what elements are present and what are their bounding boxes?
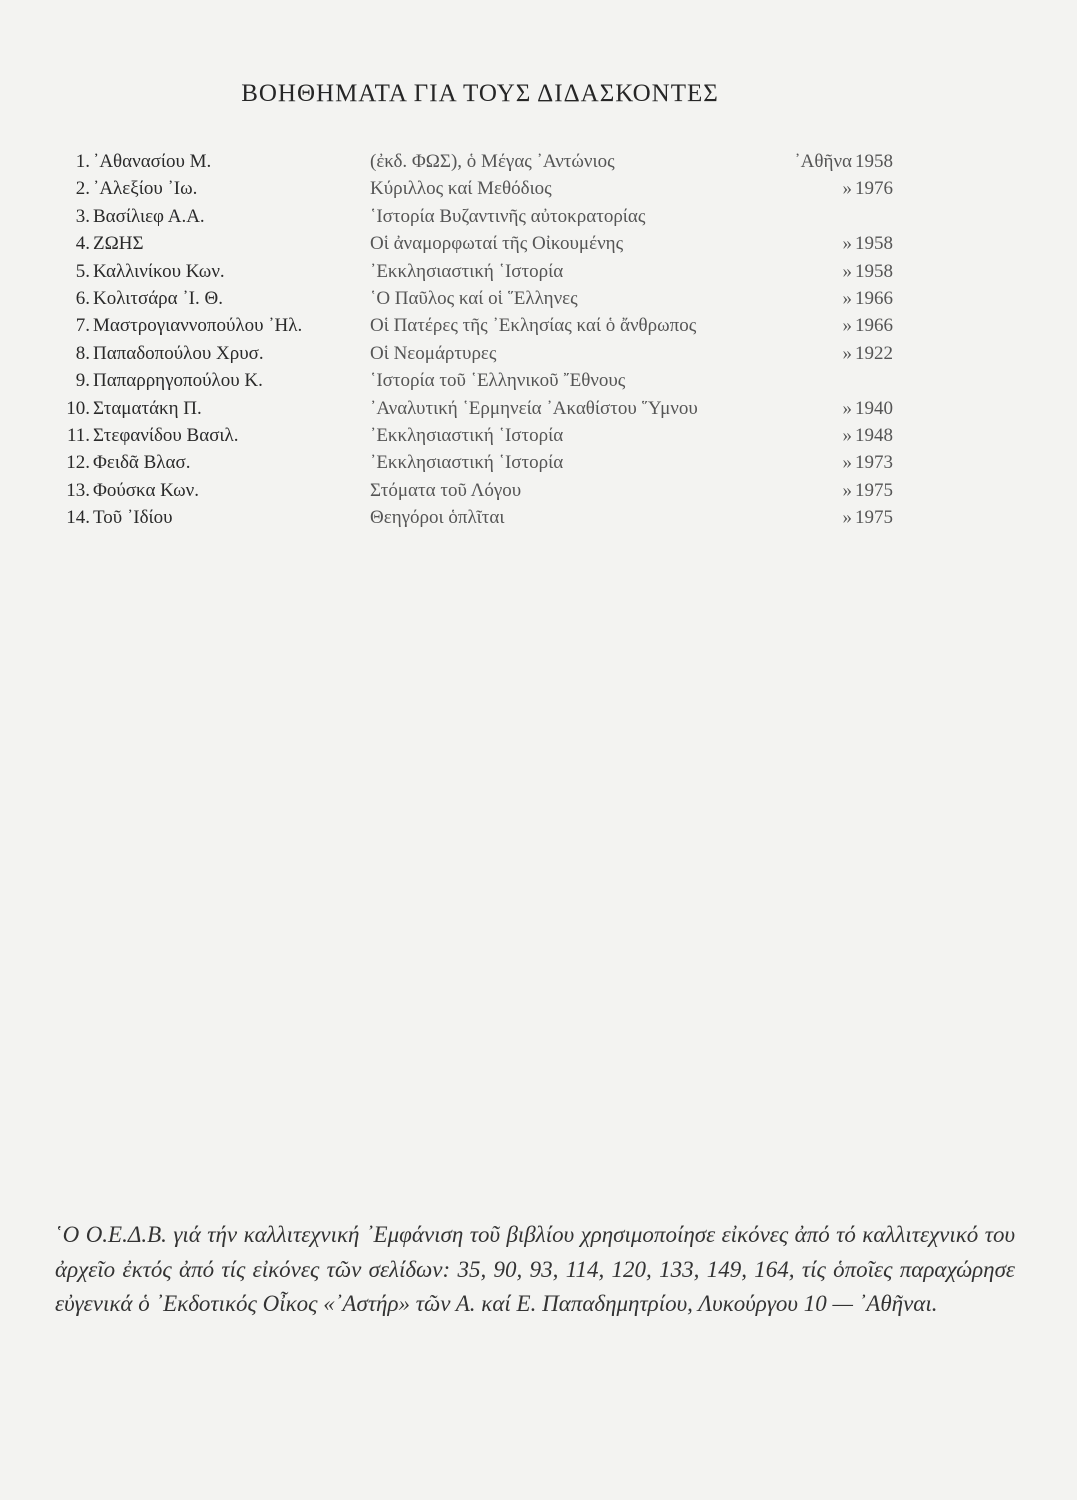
bibliography-entry bbox=[62, 422, 912, 449]
entry-year: 1966 bbox=[855, 315, 893, 337]
entry-year: 1975 bbox=[855, 479, 893, 501]
entry-number: 3. bbox=[75, 205, 90, 227]
bibliography-entry bbox=[62, 285, 912, 312]
entry-place: » bbox=[842, 342, 852, 364]
entry-author: Τοῦ ᾿Ιδίου bbox=[93, 507, 173, 529]
page-title: ΒΟΗΘΗΜΑΤΑ ΓΙΑ ΤΟΥΣ ΔΙΔΑΣΚΟΝΤΕΣ bbox=[241, 80, 719, 107]
entry-year: 1940 bbox=[855, 397, 893, 419]
bibliography-list bbox=[62, 148, 912, 531]
entry-year: 1975 bbox=[855, 507, 893, 529]
bibliography-entry bbox=[62, 258, 912, 285]
bibliography-entry bbox=[62, 175, 912, 202]
entry-place: » bbox=[842, 397, 852, 419]
entry-title: ῾Ο Παῦλος καί οἱ ῞Ελληνες bbox=[370, 287, 578, 309]
entry-place: » bbox=[842, 233, 852, 255]
bibliography-entry bbox=[62, 449, 912, 476]
entry-number: 8. bbox=[75, 342, 90, 364]
entry-number: 12. bbox=[66, 452, 90, 474]
entry-number: 4. bbox=[75, 233, 90, 255]
entry-title: Κύριλλος καί Μεθόδιος bbox=[370, 178, 552, 200]
entry-author: ΖΩΗΣ bbox=[93, 233, 144, 255]
entry-year: 1958 bbox=[855, 233, 893, 255]
entry-author: Στεφανίδου Βασιλ. bbox=[93, 424, 239, 446]
bibliography-entry bbox=[62, 230, 912, 257]
entry-year: 1958 bbox=[855, 151, 893, 172]
entry-author: Φειδᾶ Βλασ. bbox=[93, 452, 191, 474]
entry-year: 1958 bbox=[855, 260, 893, 282]
entry-title: ῾Ιστορία τοῦ ῾Ελληνικοῦ ῎Εθνους bbox=[370, 370, 626, 392]
entry-place: ᾿Αθῆνα bbox=[794, 151, 852, 172]
entry-number: 5. bbox=[75, 260, 90, 282]
entry-author: Φούσκα Κων. bbox=[93, 479, 200, 501]
entry-author: Μαστρογιαννοπούλου ᾿Ηλ. bbox=[93, 315, 303, 337]
entry-author: Καλλινίκου Κων. bbox=[93, 260, 225, 282]
bibliography-entry bbox=[62, 367, 912, 394]
bibliography-entry bbox=[62, 312, 912, 339]
entry-number: 6. bbox=[75, 287, 90, 309]
entry-number: 9. bbox=[75, 370, 90, 392]
entry-place: » bbox=[842, 479, 852, 501]
bibliography-entry bbox=[62, 340, 912, 367]
entry-place: » bbox=[842, 315, 852, 337]
entry-title: Οἱ Πατέρες τῆς ᾿Εκλησίας καί ὁ ἄνθρωπος bbox=[370, 315, 697, 337]
bibliography-entry bbox=[62, 148, 912, 175]
bibliography-entry bbox=[62, 395, 912, 422]
bibliography-entry bbox=[62, 477, 912, 504]
entry-title: ῾Ιστορία Βυζαντινῆς αὐτοκρατορίας bbox=[370, 205, 646, 227]
entry-title: Θεηγόροι ὁπλῖται bbox=[370, 507, 505, 529]
entry-place: » bbox=[842, 452, 852, 474]
entry-title: ᾿Αναλυτική ῾Ερμηνεία ᾿Ακαθίστου ῞Υμνου bbox=[370, 397, 698, 419]
entry-title: Οἱ ἀναμορφωταί τῆς Οἰκουμένης bbox=[370, 233, 624, 255]
entry-title: ᾿Εκκλησιαστική ῾Ιστορία bbox=[370, 260, 564, 282]
bibliography-entry bbox=[62, 203, 912, 230]
entry-number: 1. bbox=[75, 151, 90, 172]
entry-title: (ἐκδ. ΦΩΣ), ὁ Μέγας ᾿Αντώνιος bbox=[370, 151, 615, 172]
entry-author: Παπαδοπούλου Χρυσ. bbox=[93, 342, 264, 364]
entry-title: Στόματα τοῦ Λόγου bbox=[370, 479, 522, 501]
entry-number: 13. bbox=[66, 479, 90, 501]
entry-author: Σταματάκη Π. bbox=[93, 397, 202, 419]
entry-place: » bbox=[842, 178, 852, 200]
entry-place: » bbox=[842, 260, 852, 282]
entry-number: 2. bbox=[75, 178, 90, 200]
entry-place: » bbox=[842, 507, 852, 529]
entry-year: 1976 bbox=[855, 178, 893, 200]
entry-year: 1966 bbox=[855, 287, 893, 309]
entry-number: 11. bbox=[66, 424, 90, 446]
entry-year: 1973 bbox=[855, 452, 893, 474]
entry-author: Παπαρρηγοπούλου Κ. bbox=[93, 370, 263, 392]
entry-author: Κολιτσάρα ᾿Ι. Θ. bbox=[93, 287, 223, 309]
entry-place: » bbox=[842, 287, 852, 309]
entry-title: ᾿Εκκλησιαστική ῾Ιστορία bbox=[370, 424, 564, 446]
entry-author: ᾿Αθανασίου Μ. bbox=[93, 151, 212, 172]
colophon-note: ῾Ο Ο.Ε.Δ.Β. γιά τήν καλλιτεχνική ᾿Εμφάνιση τοῦ βιβλίου χρησιμοποίησε εἰκόνες ἀπό τό καλλιτεχνικό του ἀρχεῖο ἐκτός ἀπό τίς εἰκόνες τῶν σελίδων: 35, 90, 93, 114, 120, 133, 149, 164, τίς ὁποῖες παραχώρησε εὐγενικά ὁ ᾿Εκδοτικός Οἶκος «᾿Αστήρ» τῶν Α. καί Ε. Παπαδημητρίου, Λυκούργου 10 — ᾿Αθῆναι. bbox=[55, 1222, 1015, 1316]
entry-number: 10. bbox=[66, 397, 90, 419]
entry-author: Βασίλιεφ Α.Α. bbox=[93, 205, 205, 227]
entry-number: 7. bbox=[75, 315, 90, 337]
entry-year: 1922 bbox=[855, 342, 893, 364]
entry-year: 1948 bbox=[855, 424, 893, 446]
entry-number: 14. bbox=[66, 507, 90, 529]
entry-place: » bbox=[842, 424, 852, 446]
entry-title: ᾿Εκκλησιαστική ῾Ιστορία bbox=[370, 452, 564, 474]
bibliography-entry bbox=[62, 504, 912, 531]
entry-author: ᾿Αλεξίου ᾿Ιω. bbox=[93, 178, 198, 200]
entry-title: Οἱ Νεομάρτυρες bbox=[370, 342, 497, 364]
